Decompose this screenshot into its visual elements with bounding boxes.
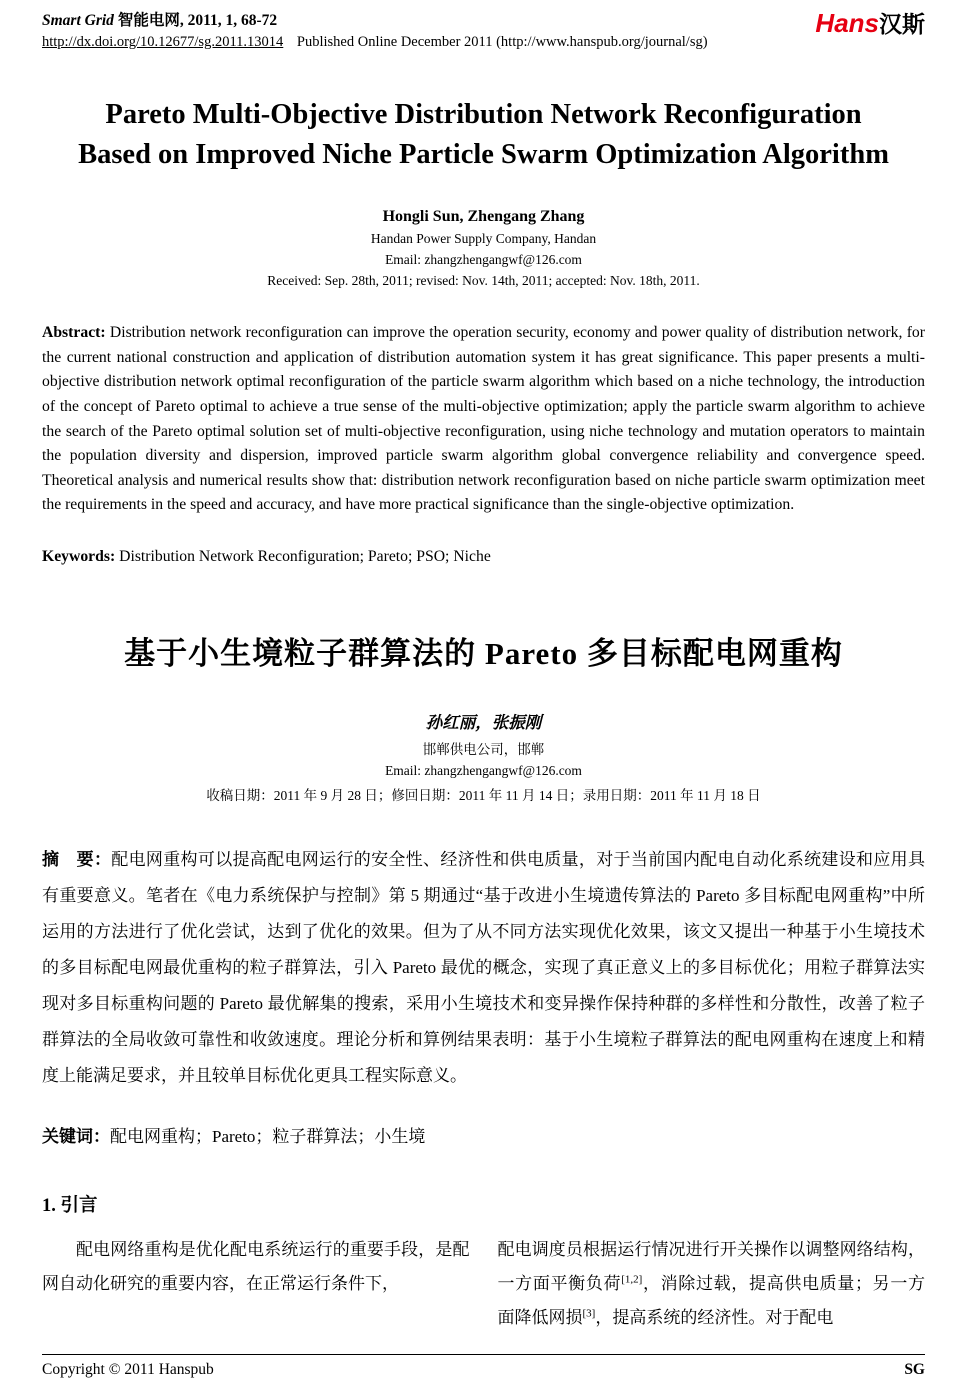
- doi-line: [42, 34, 708, 51]
- abstract-label-en: Abstract:: [42, 323, 106, 341]
- right-text-1: 配电调度员根据运行情况进行开关操作以调整网络结构，一方面平衡负荷: [497, 1240, 925, 1294]
- email-cn: Email: zhangzhengangwf@126.com: [385, 763, 582, 779]
- column-right: [498, 1233, 926, 1335]
- hanspub-logo: [815, 8, 925, 36]
- abstract-text-en: Distribution network reconfiguration can improve the operation security, economy and power quality of distribution network, for the current national construction and application of distribution automation system it has great significance. This paper presents a multi-objective distribution network optimal reconfiguration of the particle swarm algorithm which based on a niche technology, the introduction of the concept of Pareto optimal to achieve a true sense of the multi-objective optimization; apply the particle swarm algorithm to achieve the search of the Pareto optimal solution set of multi-objective reconfiguration, using niche technology and mutation operators to maintain the population diversity and dispersion, improved particle swarm algorithm global convergence reliability and convergence speed. Theoretical analysis and numerical results show that: distribution network reconfiguration based on niche particle swarm optimization meet the requirements in the speed and accuracy, and have more practical significance than the single-objective optimization.: [42, 323, 925, 514]
- right-text-2: ，消除过载，提高供电质量；另一方面降低网损: [497, 1274, 926, 1328]
- paper-title-cn: 基于小生境粒子群算法的 Pareto 多目标配电网重构: [124, 636, 843, 672]
- paper-title-en: Pareto Multi-Objective Distribution Network Reconfiguration Based on Improved Niche Particle Swarm Optimization Algorithm: [78, 99, 889, 171]
- journal-line: [42, 8, 708, 30]
- section-1-heading: 1. 引言: [42, 1196, 98, 1217]
- keywords-en: [42, 548, 925, 566]
- hanspub-logo-hans: Hans: [815, 8, 879, 38]
- citation-1-2: [1,2]: [621, 1273, 643, 1286]
- abstract-text-cn: 配电网重构可以提高配电网运行的安全性、经济性和供电质量，对于当前国内配电自动化系统建设和应用具有重要意义。笔者在《电力系统保护与控制》第 5 期通过“基于改进小生境遗传算法的 Pareto 多目标配电网重构”中所运用的方法进行了优化尝试，达到了优化的效果。但为了从不同方法实现优化效果，该文又提出一种基于小生境技术的多目标配电网最优重构的粒子群算法，引入 Pareto 最优的概念，实现了真正意义上的多目标优化；用粒子群算法实现对多目标重构问题的 Pareto 最优解集的搜索，采用小生境技术和变异操作保持种群的多样性和分散性，改善了粒子群算法的全局收敛可靠性和收敛速度。理论分析和算例结果表明：基于小生境粒子群算法的配电网重构在速度上和精度上能满足要求，并且较单目标优化更具工程实际意义。: [42, 850, 925, 1086]
- email-en: Email: zhangzhengangwf@126.com: [385, 251, 582, 267]
- abstract-cn: [42, 842, 925, 1094]
- footer-copyright: Copyright © 2011 Hanspub: [42, 1361, 214, 1378]
- abstract-label-cn: 摘 要：: [42, 850, 112, 870]
- authors-cn: 孙红丽，张振刚: [425, 713, 542, 733]
- journal-name-en: Smart Grid: [42, 12, 114, 29]
- doi-link[interactable]: http://dx.doi.org/10.12677/sg.2011.13014: [42, 34, 284, 50]
- paragraph-intro-right: [498, 1233, 926, 1335]
- citation-3: [3]: [582, 1307, 596, 1320]
- paragraph-intro-left: 配电网络重构是优化配电系统运行的重要手段，是配网自动化研究的重要内容，在正常运行条件下，: [42, 1240, 470, 1294]
- keywords-label-en: Keywords:: [42, 548, 116, 566]
- body-columns: [42, 1233, 925, 1335]
- footer-journal-code: SG: [904, 1361, 925, 1378]
- journal-info: [42, 8, 708, 51]
- column-left: [42, 1233, 470, 1335]
- page-footer: [42, 1354, 925, 1379]
- keywords-text-en: Distribution Network Reconfiguration; Pareto; PSO; Niche: [115, 548, 491, 566]
- hanspub-logo-cn: 汉斯: [879, 11, 925, 37]
- dates-en: Received: Sep. 28th, 2011; revised: Nov. 14th, 2011; accepted: Nov. 18th, 2011.: [267, 272, 700, 288]
- abstract-en: [42, 321, 925, 518]
- affiliation-en: Handan Power Supply Company, Handan: [370, 230, 597, 246]
- keywords-text-cn: 配电网重构；Pareto；粒子群算法；小生境: [110, 1127, 426, 1147]
- right-text-3: ，提高系统的经济性。对于配电: [595, 1308, 834, 1328]
- journal-name-cn: 智能电网, 2011, 1, 68-72: [113, 12, 278, 29]
- keywords-cn: [42, 1122, 925, 1147]
- published-online-text: Published Online December 2011 (http://www.hanspub.org/journal/sg): [296, 34, 708, 50]
- dates-cn: 收稿日期：2011 年 9 月 28 日；修回日期：2011 年 11 月 14 日；录用日期：2011 年 11 月 18 日: [206, 788, 761, 804]
- keywords-label-cn: 关键词：: [42, 1127, 110, 1147]
- page-header: [42, 8, 925, 51]
- affiliation-cn: 邯郸供电公司，邯郸: [422, 742, 545, 758]
- authors-en: Hongli Sun, Zhengang Zhang: [382, 207, 585, 225]
